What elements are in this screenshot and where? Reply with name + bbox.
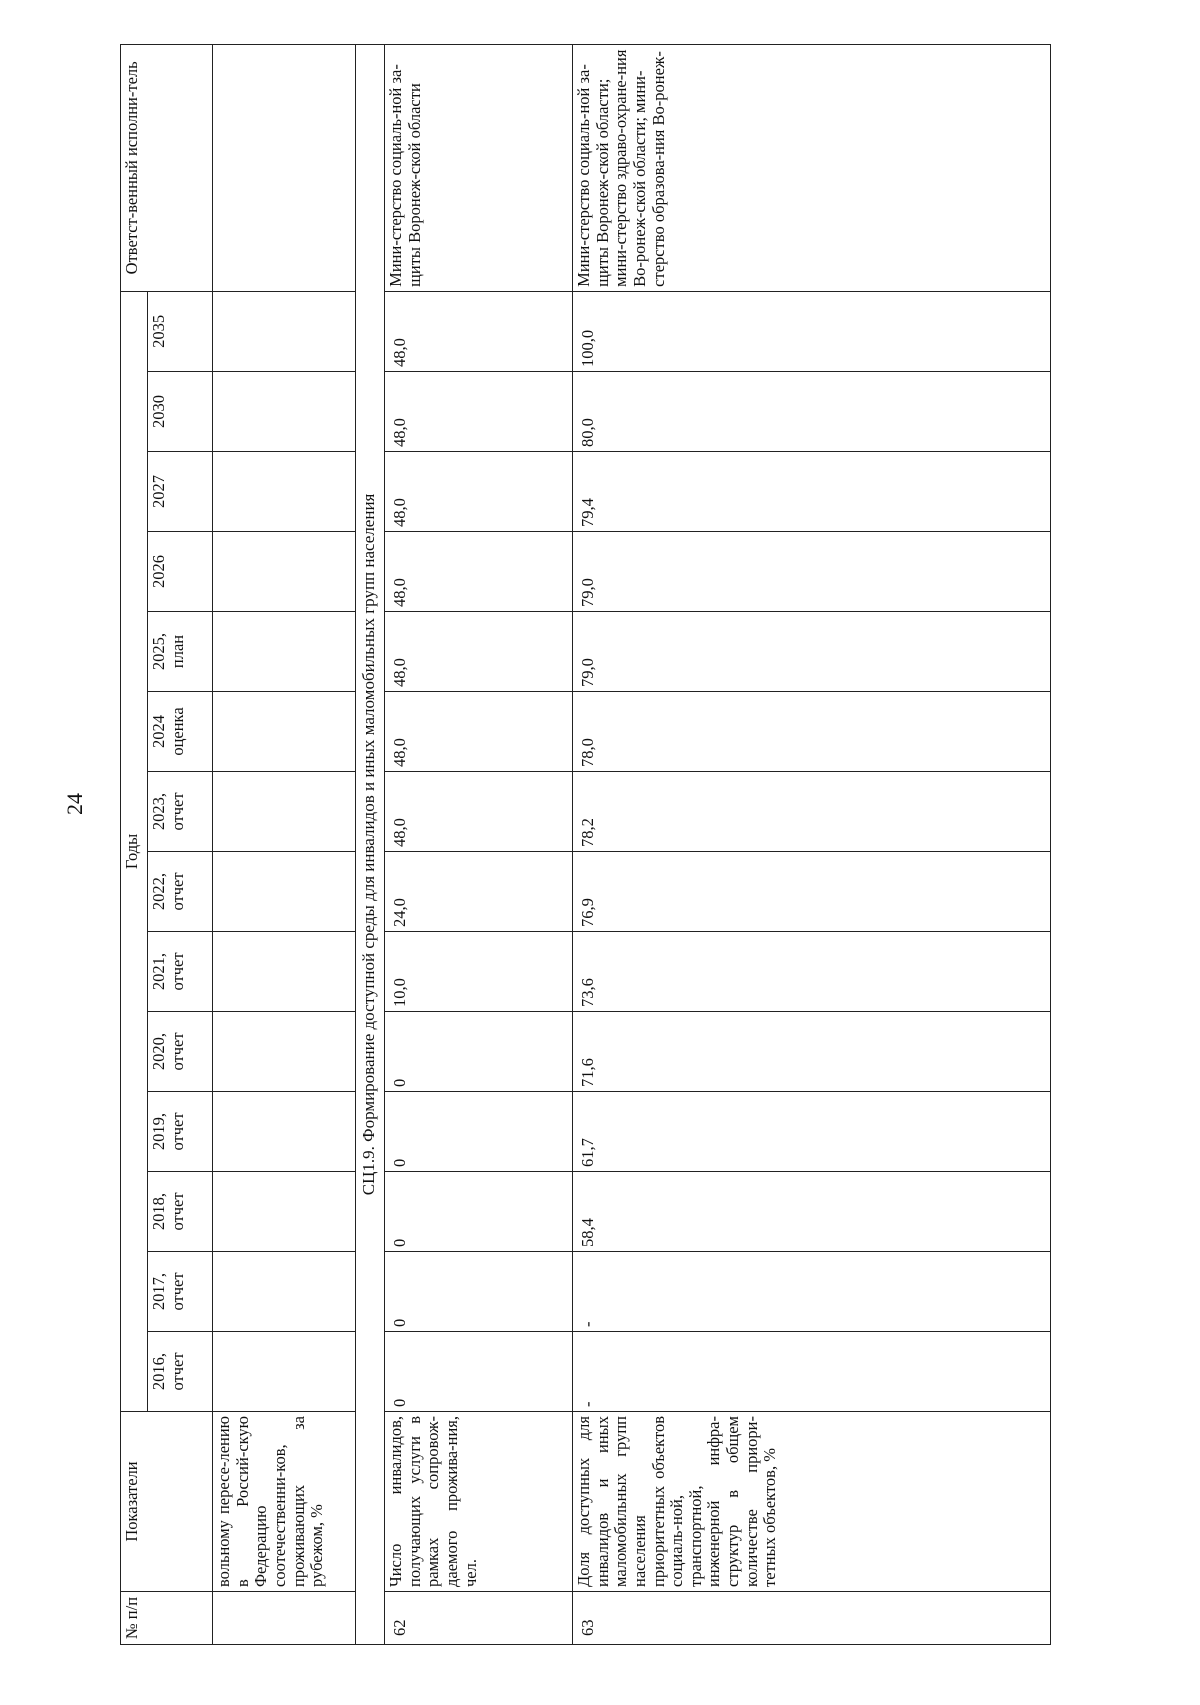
value-cell: 48,0 (385, 692, 573, 772)
value-cell: 79,0 (573, 612, 1051, 692)
indicator-continuation: вольному пересе-лению в Россий-скую Федерацию соотечественни-ков, проживающих за рубежом, % (213, 1412, 356, 1592)
value-cell: 0 (385, 1332, 573, 1412)
value-cell: 0 (385, 1012, 573, 1092)
year-header: 2025, план (148, 612, 213, 692)
value-cell (213, 1012, 356, 1092)
value-cell: 71,6 (573, 1012, 1051, 1092)
row-number: 62 (385, 1592, 573, 1645)
cell-no (213, 1592, 356, 1645)
value-cell (213, 372, 356, 452)
value-cell: 0 (385, 1252, 573, 1332)
value-cell: 100,0 (573, 291, 1051, 371)
value-cell: - (573, 1252, 1051, 1332)
indicators-table (120, 44, 1051, 1645)
year-header: 2020, отчет (148, 1012, 213, 1092)
value-cell (213, 1252, 356, 1332)
year-header: 2026 (148, 532, 213, 612)
year-header: 2023, отчет (148, 772, 213, 852)
header-responsible: Ответст-венный исполни-тель (121, 44, 213, 291)
page-number: 24 (62, 793, 87, 815)
value-cell (213, 852, 356, 932)
value-cell: 58,4 (573, 1172, 1051, 1252)
cell-responsible (213, 44, 356, 291)
value-cell (213, 1332, 356, 1412)
table-wrapper (120, 45, 1080, 1645)
value-cell (213, 692, 356, 772)
value-cell (213, 612, 356, 692)
year-header: 2030 (148, 372, 213, 452)
section-title: СЦ1.9. Формирование доступной среды для инвалидов и иных маломобильных групп населения (356, 44, 385, 1644)
year-header: 2021, отчет (148, 932, 213, 1012)
year-header: 2019, отчет (148, 1092, 213, 1172)
value-cell (213, 1172, 356, 1252)
year-header: 2035 (148, 291, 213, 371)
value-cell: 0 (385, 1172, 573, 1252)
value-cell (213, 532, 356, 612)
value-cell: - (573, 1332, 1051, 1412)
year-header: 2016, отчет (148, 1332, 213, 1412)
value-cell: 0 (385, 1092, 573, 1172)
value-cell (213, 452, 356, 532)
year-header: 2018, отчет (148, 1172, 213, 1252)
year-header: 2024 оценка (148, 692, 213, 772)
value-cell: 78,0 (573, 692, 1051, 772)
value-cell: 24,0 (385, 852, 573, 932)
value-cell: 48,0 (385, 612, 573, 692)
value-cell: 48,0 (385, 452, 573, 532)
responsible-text: Мини-стерство социаль-ной за-щиты Воронеж-ской области; мини-стерство здраво-охране-ния Во-ронеж-ской области; мини-стерство образова-ния Во-ронеж- (573, 44, 1051, 291)
value-cell: 61,7 (573, 1092, 1051, 1172)
value-cell: 48,0 (385, 291, 573, 371)
year-header: 2017, отчет (148, 1252, 213, 1332)
value-cell: 79,4 (573, 452, 1051, 532)
value-cell: 76,9 (573, 852, 1051, 932)
indicator-text: Доля доступных для инвалидов и иных маломобильных групп населения приоритетных объектов социаль-ной, транспортной, инженерной инфра-структур в общем количестве приори-тетных объектов, % (573, 1412, 1051, 1592)
value-cell: 10,0 (385, 932, 573, 1012)
value-cell: 80,0 (573, 372, 1051, 452)
row-number: 63 (573, 1592, 1051, 1645)
value-cell (213, 772, 356, 852)
table-row (573, 44, 1051, 1644)
value-cell: 48,0 (385, 532, 573, 612)
value-cell (213, 932, 356, 1012)
responsible-text: Мини-стерство социаль-ной за-щиты Воронеж-ской области (385, 44, 573, 291)
value-cell: 48,0 (385, 772, 573, 852)
table-row (213, 44, 356, 1644)
header-indicators: Показатели (121, 1412, 213, 1592)
table-row (385, 44, 573, 1644)
value-cell: 78,2 (573, 772, 1051, 852)
year-header: 2022, отчет (148, 852, 213, 932)
year-header: 2027 (148, 452, 213, 532)
header-no: № п/п (121, 1592, 213, 1645)
value-cell: 79,0 (573, 532, 1051, 612)
header-years: Годы (121, 291, 148, 1411)
value-cell: 48,0 (385, 372, 573, 452)
indicator-text: Число инвалидов, получающих услуги в рамках сопровож-даемого прожива-ния, чел. (385, 1412, 573, 1592)
value-cell: 73,6 (573, 932, 1051, 1012)
value-cell (213, 291, 356, 371)
value-cell (213, 1092, 356, 1172)
section-row (356, 44, 385, 1644)
